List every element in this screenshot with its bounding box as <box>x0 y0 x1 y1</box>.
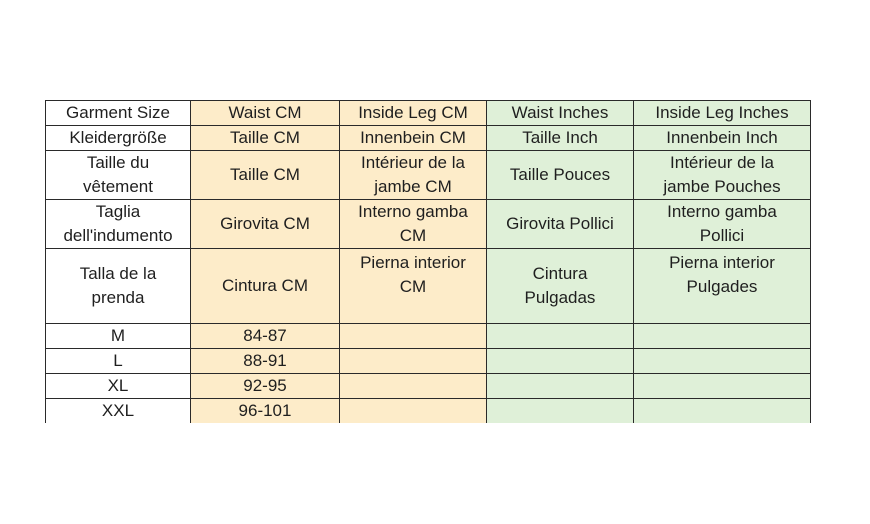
cell-waist-cm: 88-91 <box>191 349 340 374</box>
cell-waist-cm-label: Girovita CM <box>191 200 340 249</box>
cell-inside-leg-inches <box>634 374 811 399</box>
cell-inside-leg-cm <box>340 374 487 399</box>
cell-inside-leg-cm-label: Pierna interior CM <box>340 249 487 324</box>
cell-inside-leg-cm-label: Innenbein CM <box>340 126 487 151</box>
cell-inside-leg-inches-label: Innenbein Inch <box>634 126 811 151</box>
cell-size: XXL <box>46 399 191 424</box>
cell-waist-inches-label: Girovita Pollici <box>487 200 634 249</box>
cell-size: L <box>46 349 191 374</box>
cell-waist-inches <box>487 374 634 399</box>
cell-waist-cm: 92-95 <box>191 374 340 399</box>
size-row-m <box>46 324 811 349</box>
cell-waist-inches-label: Waist Inches <box>487 101 634 126</box>
cell-inside-leg-inches <box>634 349 811 374</box>
cell-waist-inches <box>487 349 634 374</box>
header-row-italian <box>46 200 811 249</box>
header-row-spanish <box>46 249 811 324</box>
header-row-english <box>46 101 811 126</box>
size-chart-table <box>45 100 811 423</box>
size-row-xl <box>46 374 811 399</box>
cell-waist-cm: 96-101 <box>191 399 340 424</box>
cell-waist-cm-label: Taille CM <box>191 126 340 151</box>
cell-inside-leg-inches-label: Inside Leg Inches <box>634 101 811 126</box>
cell-inside-leg-cm <box>340 324 487 349</box>
cell-inside-leg-inches-label: Pierna interior Pulgades <box>634 249 811 324</box>
cell-garment-size-label: Taglia dell'indumento <box>46 200 191 249</box>
cell-inside-leg-inches <box>634 399 811 424</box>
cell-garment-size-label: Talla de la prenda <box>46 249 191 324</box>
cell-inside-leg-cm <box>340 399 487 424</box>
cell-waist-cm-label: Waist CM <box>191 101 340 126</box>
cell-waist-inches <box>487 324 634 349</box>
cell-garment-size-label: Garment Size <box>46 101 191 126</box>
cell-waist-inches-label: Taille Inch <box>487 126 634 151</box>
cell-size: M <box>46 324 191 349</box>
cell-size: XL <box>46 374 191 399</box>
cell-inside-leg-cm-label: Intérieur de la jambe CM <box>340 151 487 200</box>
cell-inside-leg-cm <box>340 349 487 374</box>
cell-garment-size-label: Kleidergröße <box>46 126 191 151</box>
cell-waist-cm-label: Taille CM <box>191 151 340 200</box>
cell-inside-leg-cm-label: Interno gamba CM <box>340 200 487 249</box>
cell-inside-leg-inches-label: Intérieur de la jambe Pouches <box>634 151 811 200</box>
size-row-l <box>46 349 811 374</box>
header-row-french <box>46 151 811 200</box>
header-row-german <box>46 126 811 151</box>
cell-waist-cm-label: Cintura CM <box>191 249 340 324</box>
cell-waist-cm: 84-87 <box>191 324 340 349</box>
cell-waist-inches-label: Cintura Pulgadas <box>487 249 634 324</box>
cell-waist-inches <box>487 399 634 424</box>
cell-inside-leg-cm-label: Inside Leg CM <box>340 101 487 126</box>
cell-inside-leg-inches-label: Interno gamba Pollici <box>634 200 811 249</box>
size-row-xxl <box>46 399 811 424</box>
cell-garment-size-label: Taille du vêtement <box>46 151 191 200</box>
cell-waist-inches-label: Taille Pouces <box>487 151 634 200</box>
cell-inside-leg-inches <box>634 324 811 349</box>
